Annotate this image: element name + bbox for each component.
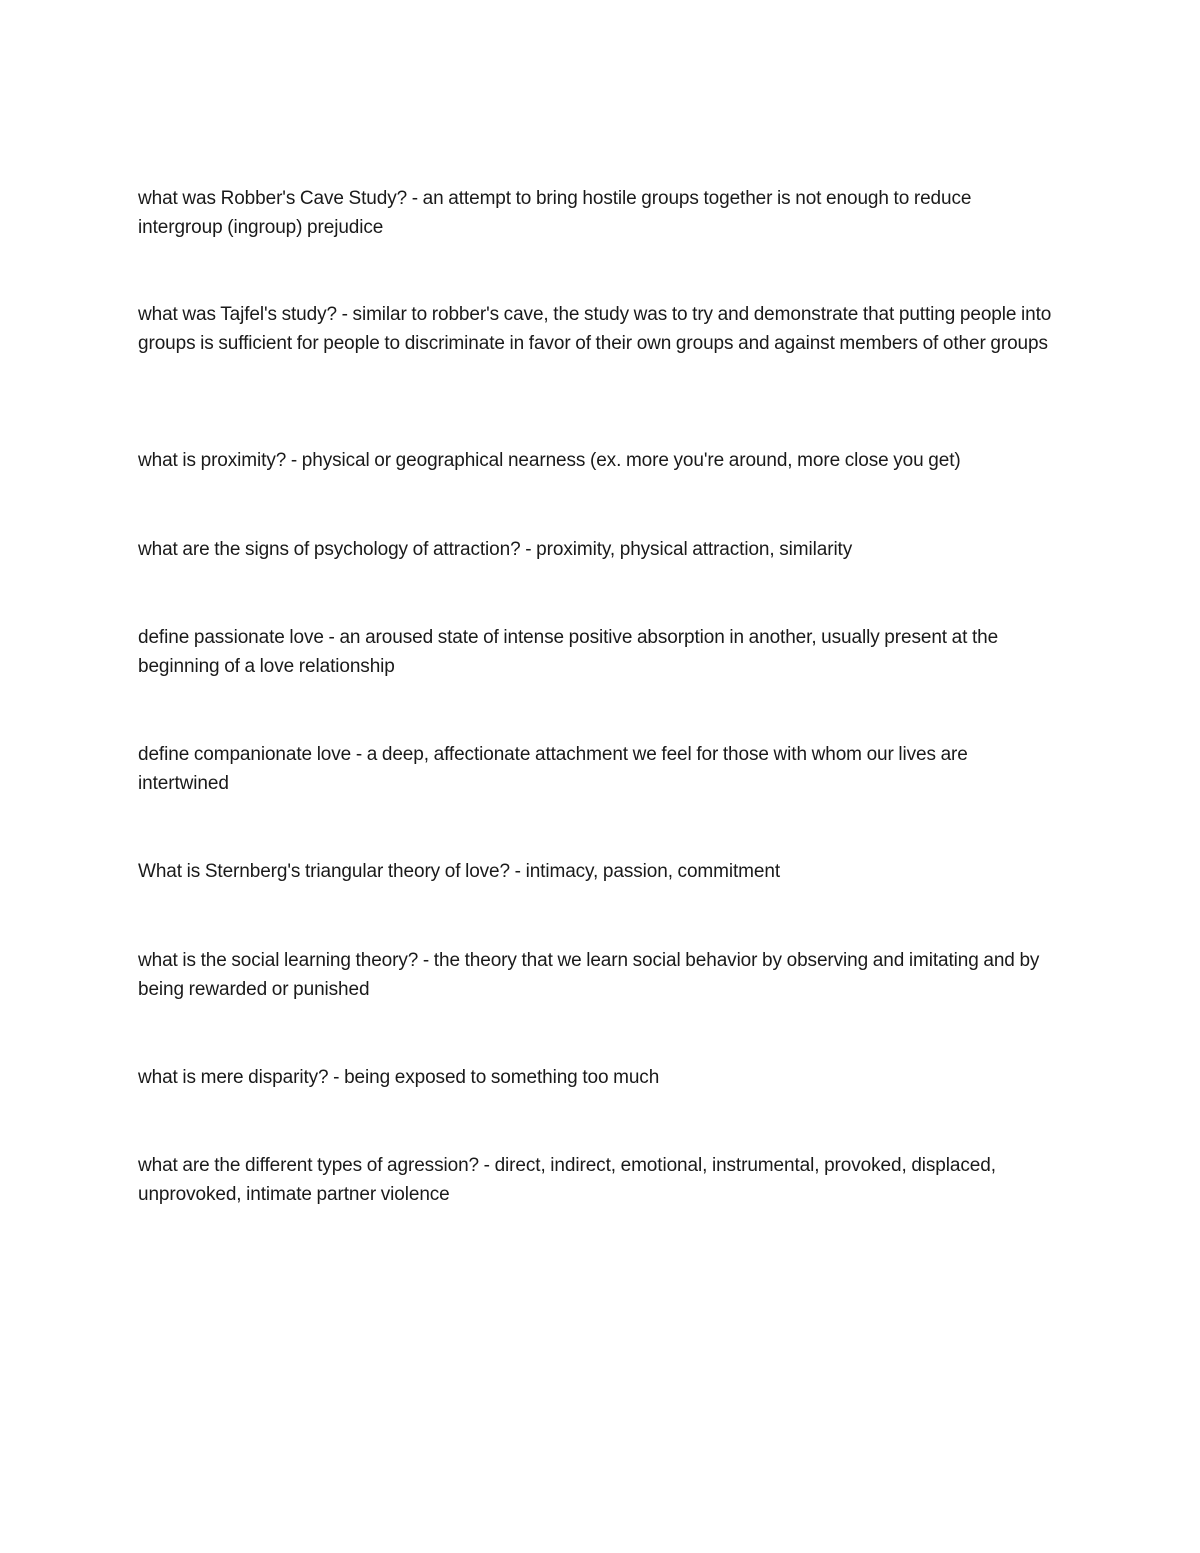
flashcard-entry-passionate-love: define passionate love - an aroused state of intense positive absorption in another, usually present at the beginning of a love relationship [138,627,999,677]
flashcard-entry-social-learning: what is the social learning theory? - the theory that we learn social behavior by observing and imitating and by being rewarded or punished [138,950,1040,1000]
flashcard-entry-mere-disparity: what is mere disparity? - being exposed to something too much [138,1067,660,1088]
flashcard-entry-sternberg-theory: What is Sternberg's triangular theory of love? - intimacy, passion, commitment [138,861,781,882]
flashcard-entry-robbers-cave: what was Robber's Cave Study? - an attempt to bring hostile groups together is not enough to reduce intergroup (ingroup) prejudice [138,188,972,238]
flashcard-entry-attraction: what are the signs of psychology of attraction? - proximity, physical attraction, similarity [138,539,853,560]
flashcard-entry-tajfel-study: what was Tajfel's study? - similar to robber's cave, the study was to try and demonstrate that putting people into groups is sufficient for people to discriminate in favor of their own groups and against members of other groups [138,304,1052,354]
flashcard-entry-proximity: what is proximity? - physical or geographical nearness (ex. more you're around, more close you get) [138,450,961,471]
flashcard-entry-aggression-types: what are the different types of agression? - direct, indirect, emotional, instrumental, provoked, displaced, unprovoked, intimate partner violence [138,1155,996,1205]
flashcard-entry-companionate-love: define companionate love - a deep, affectionate attachment we feel for those with whom our lives are intertwined [138,744,968,794]
